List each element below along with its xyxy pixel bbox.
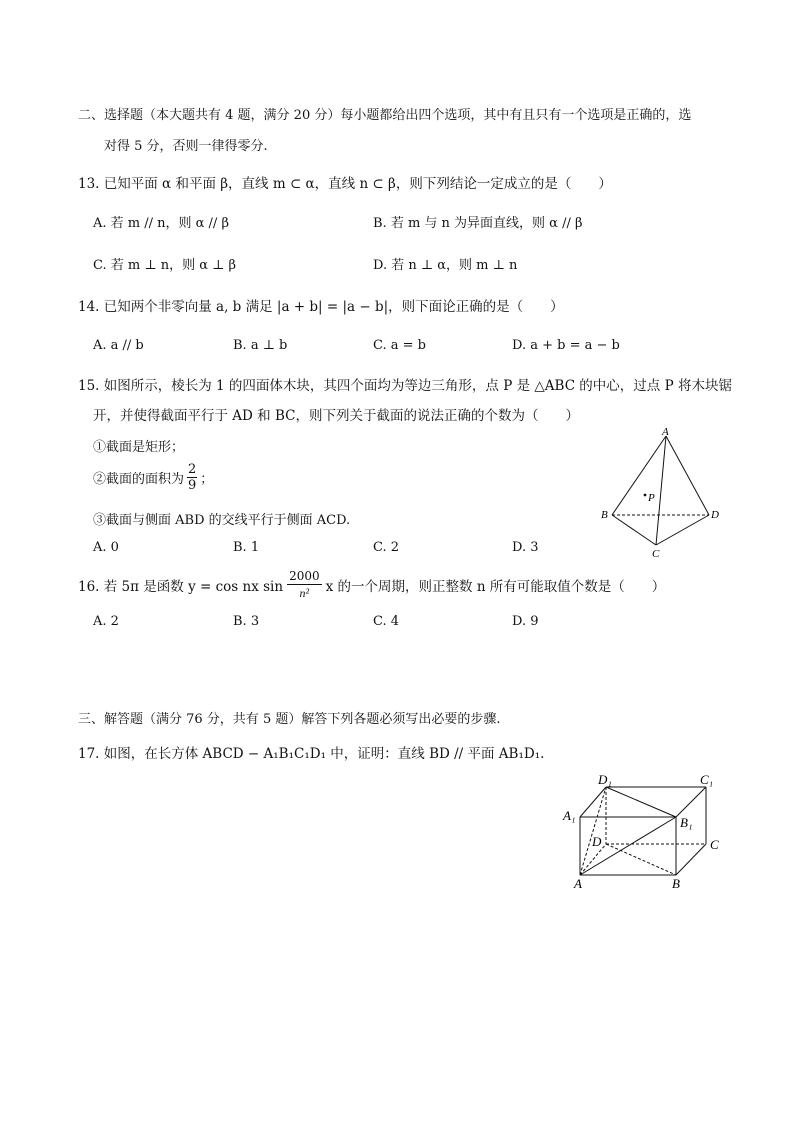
section2-line1: 二、选择题（本大题共有 4 题，满分 20 分）每小题都给出四个选项，其中有且只有一个选项是正确的，选 xyxy=(78,108,692,123)
q13-option-d: D. 若 n ⊥ α，则 m ⊥ n xyxy=(373,258,518,273)
label-b: B xyxy=(672,876,680,891)
q16-option-d: D. 9 xyxy=(512,614,539,629)
section3-header: 三、解答题（满分 76 分，共有 5 题）解答下列各题必须写出必要的步骤. xyxy=(78,712,501,727)
q14-option-a: A. a // b xyxy=(93,338,144,353)
q16-fraction-numerator: 2000 xyxy=(289,569,320,583)
point-p xyxy=(644,494,647,497)
label-d: D xyxy=(592,834,602,849)
q16-option-b: B. 3 xyxy=(233,614,260,629)
q15-option-a: A. 0 xyxy=(93,540,119,555)
q13-option-a: A. 若 m // n，则 α // β xyxy=(93,216,229,231)
q15-stem-line1: 15. 如图所示，棱长为 1 的四面体木块，其四个面均为等边三角形，点 P 是 △ABC 的中心，过点 P 将木块锯 xyxy=(78,378,732,394)
edge-ab xyxy=(612,436,666,515)
q15-option-d: D. 3 xyxy=(512,540,539,555)
q15-statement-1: ①截面是矩形； xyxy=(93,440,185,455)
q15-stem-line2: 开，并使得截面平行于 AD 和 BC，则下列关于截面的说法正确的个数为（ ） xyxy=(93,408,579,424)
q16-option-a: A. 2 xyxy=(93,614,119,629)
diag-d1b1 xyxy=(606,787,676,817)
q13-stem: 13. 已知平面 α 和平面 β，直线 m ⊂ α，直线 n ⊂ β，则下列结论一定成立的是（ ） xyxy=(78,176,612,192)
q14-option-d: D. a + b = a − b xyxy=(512,338,620,353)
q15-statement-2-suffix: ； xyxy=(200,472,214,487)
label-p: P xyxy=(648,492,655,504)
edge-bc xyxy=(612,515,656,545)
q14-option-b: B. a ⊥ b xyxy=(233,338,288,353)
label-a: A xyxy=(662,426,669,438)
label-a1: A₁ xyxy=(563,808,576,823)
q16-stem xyxy=(78,568,665,601)
q14-stem: 14. 已知两个非零向量 a, b 满足 |a + b| = |a − b|，则下面论正确的是（ ） xyxy=(78,299,564,315)
label-d1: D₁ xyxy=(598,772,612,787)
label-b1: B₁ xyxy=(680,815,693,830)
q16-stem-suffix: x 的一个周期，则正整数 n 所有可能取值个数是（ ） xyxy=(325,578,666,595)
q16-option-c: C. 4 xyxy=(373,614,400,629)
edge-ad xyxy=(666,436,709,515)
q13-option-c: C. 若 m ⊥ n，则 α ⊥ β xyxy=(93,258,236,273)
q15-tetrahedron-figure xyxy=(596,426,726,562)
label-c: C xyxy=(710,837,719,852)
edge-cd xyxy=(656,515,709,545)
label-b: B xyxy=(601,509,608,521)
q15-statement-2 xyxy=(93,462,213,493)
edge-a1d1 xyxy=(580,787,606,817)
edge-b1c1 xyxy=(676,787,706,817)
q14-option-c: C. a = b xyxy=(373,338,426,353)
label-d: D xyxy=(711,509,719,521)
q16-fraction xyxy=(287,568,322,601)
diag-bd-hidden xyxy=(606,844,676,875)
edge-ac xyxy=(656,436,666,545)
q15-fraction xyxy=(187,462,197,493)
q15-option-b: B. 1 xyxy=(233,540,260,555)
label-c: C xyxy=(652,548,660,560)
q15-fraction-denominator: 9 xyxy=(188,478,197,493)
q16-fraction-denominator: n² xyxy=(299,586,310,600)
section2-line2: 对得 5 分，否则一律得零分. xyxy=(104,139,268,154)
q15-fraction-numerator: 2 xyxy=(188,462,197,477)
edge-bc xyxy=(676,844,706,875)
label-c1: C₁ xyxy=(700,772,714,787)
q17-cuboid-figure xyxy=(558,772,728,896)
q17-stem: 17. 如图，在长方体 ABCD − A₁B₁C₁D₁ 中，证明：直线 BD // 平面 AB₁D₁. xyxy=(78,746,545,762)
label-a: A xyxy=(574,876,582,891)
q15-statement-2-prefix: ②截面的面积为 xyxy=(93,472,185,487)
q15-option-c: C. 2 xyxy=(373,540,400,555)
q16-stem-prefix: 16. 若 5π 是函数 y = cos nx sin xyxy=(78,578,284,595)
q13-option-b: B. 若 m 与 n 为异面直线，则 α // β xyxy=(373,216,583,231)
q15-statement-3: ③截面与侧面 ABD 的交线平行于侧面 ACD. xyxy=(93,513,351,528)
